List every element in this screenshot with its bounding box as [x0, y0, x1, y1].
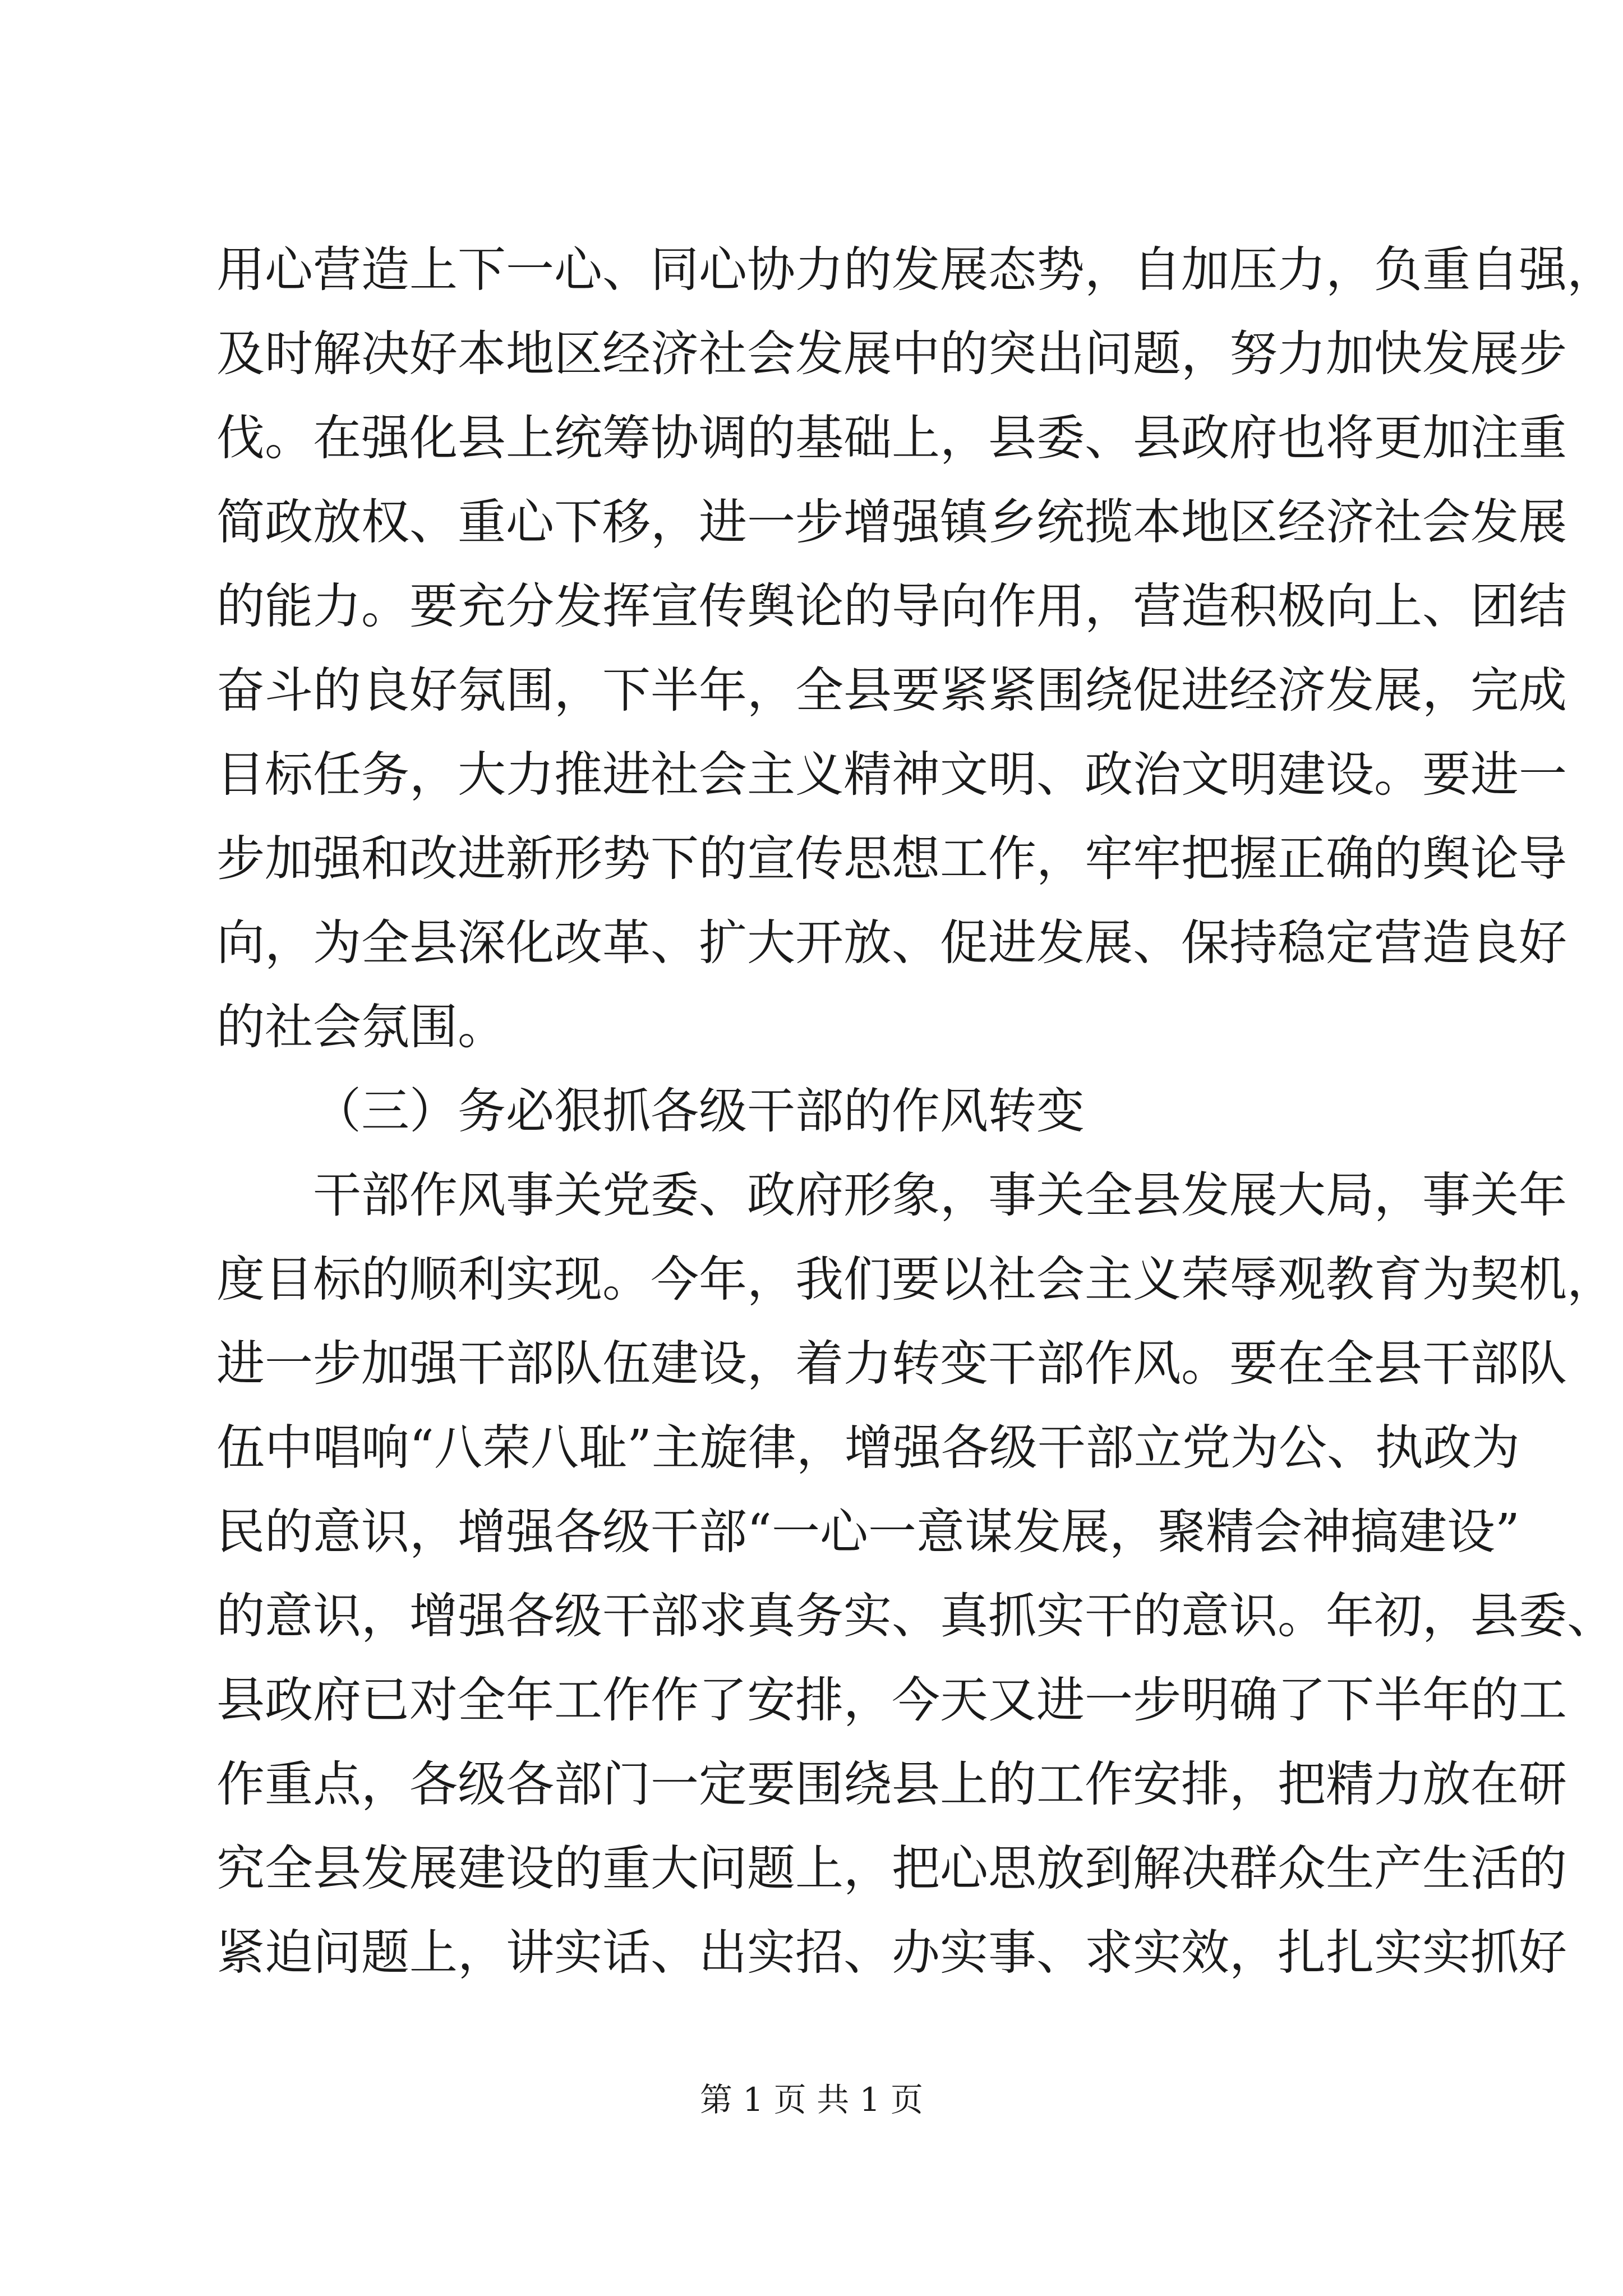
body-text — [216, 228, 1615, 1995]
text-line: 究全县发展建设的重大问题上，把心思放到解决群众生产生活的 — [216, 1841, 1567, 1897]
text-line: 伐。在强化县上统筹协调的基础上，县委、县政府也将更加注重 — [216, 410, 1567, 466]
text-line: 进一步加强干部队伍建设，着力转变干部作风。要在全县干部队 — [216, 1336, 1567, 1392]
text-line: 简政放权、重心下移，进一步增强镇乡统揽本地区经济社会发展 — [216, 494, 1567, 550]
text-line: 紧迫问题上，讲实话、出实招、办实事、求实效，扎扎实实抓好 — [216, 1925, 1567, 1981]
text-line: 奋斗的良好氛围，下半年，全县要紧紧围绕促进经济发展，完成 — [216, 662, 1567, 719]
text-line: 伍中唱响“八荣八耻”主旋律，增强各级干部立党为公、执政为 — [216, 1420, 1520, 1476]
section-heading: （三）务必狠抓各级干部的作风转变 — [313, 1083, 1085, 1139]
text-line: 度目标的顺利实现。今年，我们要以社会主义荣辱观教育为契机， — [216, 1251, 1615, 1308]
text-line: 的意识，增强各级干部求真务实、真抓实干的意识。年初，县委、 — [216, 1588, 1615, 1644]
text-line: 的社会氛围。 — [216, 999, 506, 1055]
text-line: 的能力。要充分发挥宣传舆论的导向作用，营造积极向上、团结 — [216, 578, 1567, 634]
text-line: 步加强和改进新形势下的宣传思想工作，牢牢把握正确的舆论导 — [216, 831, 1567, 887]
text-line: 民的意识，增强各级干部“一心一意谋发展，聚精会神搞建设” — [216, 1504, 1520, 1560]
text-line: 干部作风事关党委、政府形象，事关全县发展大局，事关年 — [313, 1167, 1567, 1223]
text-line: 作重点，各级各部门一定要围绕县上的工作安排，把精力放在研 — [216, 1756, 1567, 1812]
text-line: 及时解决好本地区经济社会发展中的突出问题，努力加快发展步 — [216, 326, 1567, 382]
text-line: 向，为全县深化改革、扩大开放、促进发展、保持稳定营造良好 — [216, 915, 1567, 971]
text-line: 目标任务，大力推进社会主义精神文明、政治文明建设。要进一 — [216, 747, 1567, 803]
page-footer: 第 1 页 共 1 页 — [700, 2081, 923, 2119]
text-line: 县政府已对全年工作作了安排，今天又进一步明确了下半年的工 — [216, 1672, 1567, 1728]
text-line: 用心营造上下一心、同心协力的发展态势，自加压力，负重自强， — [216, 242, 1615, 298]
